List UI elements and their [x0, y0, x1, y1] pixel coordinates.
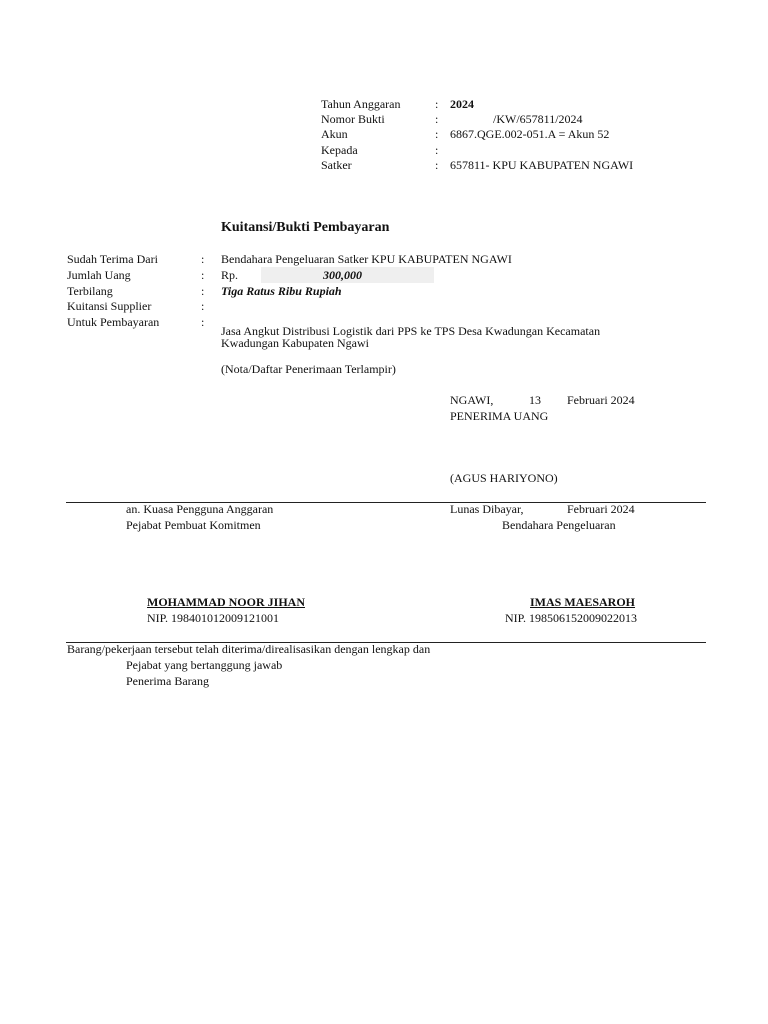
supplier-colon: : [201, 299, 205, 313]
untuk-label: Untuk Pembayaran [67, 315, 160, 329]
lunas-label: Lunas Dibayar, [450, 502, 524, 516]
sudah-colon: : [201, 252, 205, 266]
nomor-colon: : [435, 112, 439, 126]
satker-value: 657811- KPU KABUPATEN NGAWI [450, 158, 634, 172]
sudah-value: Bendahara Pengeluaran Satker KPU KABUPATEN NGAWI [221, 252, 512, 266]
akun-colon: : [435, 127, 439, 141]
supplier-label: Kuitansi Supplier [67, 299, 152, 313]
ppk-label: Pejabat Pembuat Komitmen [126, 518, 261, 532]
sudah-label: Sudah Terima Dari [67, 252, 158, 266]
terbilang-colon: : [201, 284, 205, 298]
receiver-name: (AGUS HARIYONO) [450, 471, 558, 485]
untuk-line1: Jasa Angkut Distribusi Logistik dari PPS ke TPS Desa Kwadungan Kecamatan [221, 324, 601, 338]
document-title: Kuitansi/Bukti Pembayaran [221, 220, 390, 235]
jumlah-colon: : [201, 268, 205, 282]
untuk-colon: : [201, 315, 205, 329]
satker-label: Satker [321, 158, 352, 172]
lunas-date: Februari 2024 [567, 502, 635, 516]
kepada-colon: : [435, 143, 439, 157]
satker-colon: : [435, 158, 439, 172]
nomor-value: /KW/657811/2024 [493, 112, 583, 126]
untuk-line2: Kwadungan Kabupaten Ngawi [221, 336, 369, 350]
terbilang-value: Tiga Ratus Ribu Rupiah [221, 284, 342, 298]
attachment-note: (Nota/Daftar Penerimaan Terlampir) [221, 362, 396, 376]
footer-receiver: Penerima Barang [126, 674, 209, 688]
ppk-name: MOHAMMAD NOOR JIHAN [147, 595, 305, 609]
kepada-label: Kepada [321, 143, 358, 157]
currency-label: Rp. [221, 268, 239, 282]
footer-statement: Barang/pekerjaan tersebut telah diterima/direalisasikan dengan lengkap dan [67, 642, 431, 656]
footer-official: Pejabat yang bertanggung jawab [126, 658, 283, 672]
ppk-nip: NIP. 198401012009121001 [147, 611, 280, 625]
receiver-month-year: Februari 2024 [567, 393, 635, 407]
akun-label: Akun [321, 127, 348, 141]
receiver-city: NGAWI, [450, 393, 494, 407]
terbilang-label: Terbilang [67, 284, 113, 298]
tahun-value: 2024 [450, 97, 474, 111]
jumlah-label: Jumlah Uang [67, 268, 131, 282]
akun-value: 6867.QGE.002-051.A = Akun 52 [450, 127, 610, 141]
tahun-label: Tahun Anggaran [321, 97, 401, 111]
receiver-day: 13 [529, 393, 541, 407]
receiver-role: PENERIMA UANG [450, 409, 549, 423]
tahun-colon: : [435, 97, 439, 111]
amount-value: 300,000 [323, 268, 362, 282]
bendahara-label: Bendahara Pengeluaran [502, 518, 616, 532]
bendahara-name: IMAS MAESAROH [530, 595, 636, 609]
bendahara-nip: NIP. 198506152009022013 [505, 611, 638, 625]
kpa-label: an. Kuasa Pengguna Anggaran [126, 502, 274, 516]
nomor-label: Nomor Bukti [321, 112, 385, 126]
